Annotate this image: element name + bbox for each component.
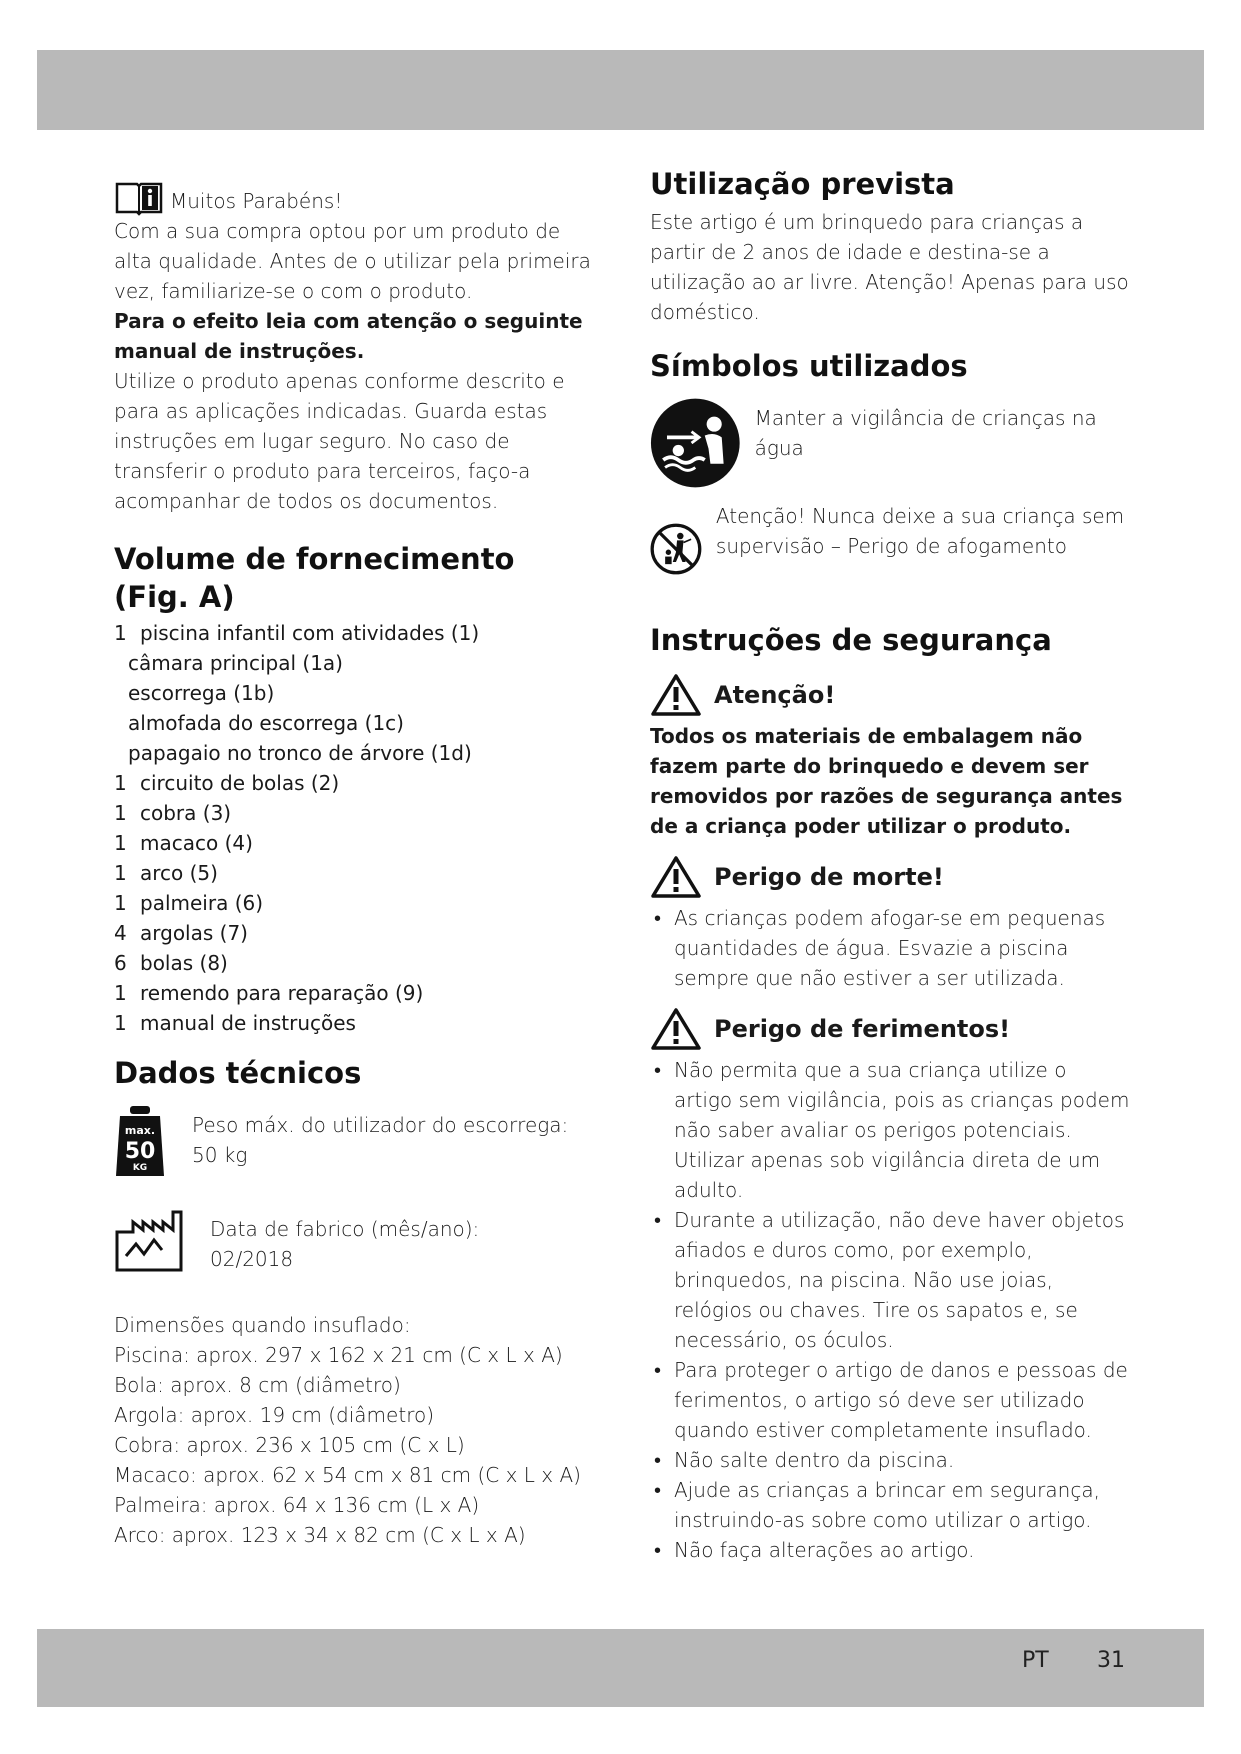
item-quantity: 1 bbox=[114, 801, 127, 825]
bullet-item: • As crianças podem afogar-se em pequenas quantidades de água. Esvazie a piscina sempre que não estiver a ser utilizada. bbox=[650, 903, 1130, 993]
list-item bbox=[114, 978, 594, 1008]
date-text bbox=[210, 1214, 479, 1274]
item-quantity: 1 bbox=[114, 891, 127, 915]
item-text: papagaio no tronco de árvore (1d) bbox=[128, 741, 472, 765]
bullet-item: • Não faça alterações ao artigo. bbox=[650, 1535, 1130, 1565]
bullet-item: • Não permita que a sua criança utilize o artigo sem vigilância, pois as crianças podem não saber avaliar os perigos potenciais. Utilizar apenas sob vigilância direta de um adulto. bbox=[650, 1055, 1130, 1205]
death-list bbox=[650, 903, 1130, 993]
list-item bbox=[114, 678, 594, 708]
item-text: câmara principal (1a) bbox=[128, 651, 343, 675]
dimension-line: Cobra: aprox. 236 x 105 cm (C x L) bbox=[114, 1433, 465, 1457]
list-item bbox=[114, 948, 594, 978]
no-unsupervised-child-icon bbox=[650, 501, 702, 597]
list-item bbox=[114, 768, 594, 798]
item-text: piscina infantil com atividades (1) bbox=[140, 621, 480, 645]
item-quantity: 4 bbox=[114, 921, 127, 945]
bullet-item: • Para proteger o artigo de danos e pessoas de ferimentos, o artigo só deve ser utilizado quando estiver completamente insuflado. bbox=[650, 1355, 1130, 1445]
attention-text: Todos os materiais de embalagem não fazem parte do brinquedo e devem ser removidos por razões de segurança antes de a criança poder utilizar o produto. bbox=[650, 724, 1123, 838]
manufacture-date-icon bbox=[114, 1208, 184, 1272]
item-quantity: 1 bbox=[114, 771, 127, 795]
item-text: circuito de bolas (2) bbox=[140, 771, 340, 795]
symbol-row-supervision bbox=[650, 395, 1130, 491]
dimension-line: Argola: aprox. 19 cm (diâmetro) bbox=[114, 1403, 435, 1427]
dimension-line: Piscina: aprox. 297 x 162 x 21 cm (C x L x A) bbox=[114, 1343, 563, 1367]
list-item bbox=[114, 618, 594, 648]
list-item bbox=[114, 708, 594, 738]
list-item bbox=[114, 828, 594, 858]
item-text: escorrega (1b) bbox=[128, 681, 275, 705]
intro-greeting: Muitos Parabéns! bbox=[170, 189, 343, 213]
attention-heading bbox=[650, 673, 1130, 717]
item-quantity: 1 bbox=[114, 981, 127, 1005]
volume-list bbox=[114, 618, 594, 1038]
safety-title: Instruções de segurança bbox=[650, 623, 1052, 657]
dimension-line: Macaco: aprox. 62 x 54 cm x 81 cm (C x L x A) bbox=[114, 1463, 581, 1487]
item-text: argolas (7) bbox=[140, 921, 248, 945]
death-title: Perigo de morte! bbox=[714, 863, 944, 891]
dims-list bbox=[114, 1340, 594, 1550]
item-text: arco (5) bbox=[140, 861, 218, 885]
weight-row bbox=[114, 1104, 594, 1180]
list-item bbox=[114, 888, 594, 918]
date-value: 02/2018 bbox=[210, 1247, 294, 1271]
item-quantity: 6 bbox=[114, 951, 127, 975]
use-title: Utilização prevista bbox=[650, 167, 955, 201]
left-column bbox=[114, 180, 594, 1550]
weight-value: 50 kg bbox=[192, 1143, 248, 1167]
date-row bbox=[114, 1208, 594, 1274]
footer-language: PT bbox=[1022, 1648, 1049, 1673]
svg-text:KG: KG bbox=[132, 1163, 148, 1173]
weight-label: Peso máx. do utilizador do escorrega: bbox=[192, 1113, 569, 1137]
item-text: remendo para reparação (9) bbox=[140, 981, 424, 1005]
header-band bbox=[37, 50, 1204, 130]
item-text: bolas (8) bbox=[140, 951, 228, 975]
symbols-title: Símbolos utilizados bbox=[650, 349, 968, 383]
intro-greeting-line bbox=[114, 180, 594, 216]
injury-list bbox=[650, 1055, 1130, 1565]
item-quantity: 1 bbox=[114, 621, 127, 645]
intro-bold-note: Para o efeito leia com atenção o seguinte manual de instruções. bbox=[114, 309, 583, 363]
svg-text:50: 50 bbox=[124, 1139, 156, 1164]
symbol-prohibition-text: Atenção! Nunca deixe a sua criança sem supervisão – Perigo de afogamento bbox=[715, 504, 1125, 558]
injury-heading bbox=[650, 1007, 1130, 1051]
list-item bbox=[114, 738, 594, 768]
volume-title: Volume de fornecimento (Fig. A) bbox=[114, 542, 515, 614]
child-supervision-water-icon bbox=[650, 395, 741, 491]
injury-title: Perigo de ferimentos! bbox=[714, 1015, 1011, 1043]
dims-label: Dimensões quando insuflado: bbox=[114, 1313, 411, 1337]
list-item bbox=[114, 858, 594, 888]
date-label: Data de fabrico (mês/ano): bbox=[210, 1217, 480, 1241]
warning-triangle-icon bbox=[650, 855, 702, 899]
warning-triangle-icon bbox=[650, 673, 702, 717]
max-weight-icon bbox=[114, 1104, 166, 1180]
item-text: almofada do escorrega (1c) bbox=[128, 711, 404, 735]
item-quantity: 1 bbox=[114, 1011, 127, 1035]
dimension-line: Bola: aprox. 8 cm (diâmetro) bbox=[114, 1373, 401, 1397]
item-quantity: 1 bbox=[114, 831, 127, 855]
bullet-item: • Ajude as crianças a brincar em segurança, instruindo-as sobre como utilizar o artigo. bbox=[650, 1475, 1130, 1535]
warning-triangle-icon bbox=[650, 1007, 702, 1051]
symbol-row-prohibition bbox=[650, 501, 1130, 597]
tech-title: Dados técnicos bbox=[114, 1056, 362, 1090]
right-column bbox=[650, 165, 1130, 1565]
list-item bbox=[114, 648, 594, 678]
bullet-item: • Não salte dentro da piscina. bbox=[650, 1445, 1130, 1475]
item-quantity: 1 bbox=[114, 861, 127, 885]
list-item bbox=[114, 918, 594, 948]
read-manual-icon bbox=[114, 180, 164, 216]
dimension-line: Arco: aprox. 123 x 34 x 82 cm (C x L x A) bbox=[114, 1523, 526, 1547]
list-item bbox=[114, 1008, 594, 1038]
item-text: manual de instruções bbox=[140, 1011, 356, 1035]
page-number: 31 bbox=[1097, 1648, 1125, 1673]
weight-text bbox=[192, 1110, 568, 1170]
intro-paragraph-1: Com a sua compra optou por um produto de alta qualidade. Antes de o utilizar pela primeira vez, familiarize-se o com o produto. bbox=[114, 219, 591, 303]
item-text: palmeira (6) bbox=[140, 891, 264, 915]
symbol-supervision-text: Manter a vigilância de crianças na água bbox=[754, 406, 1097, 460]
dimension-line: Palmeira: aprox. 64 x 136 cm (L x A) bbox=[114, 1493, 480, 1517]
svg-text:max.: max. bbox=[124, 1124, 156, 1137]
list-item bbox=[114, 798, 594, 828]
death-heading bbox=[650, 855, 1130, 899]
intro-paragraph-2: Utilize o produto apenas conforme descrito e para as aplicações indicadas. Guarda estas instruções em lugar seguro. No caso de transferir o produto para terceiros, faço-a acompanhar de todos os documentos. bbox=[114, 369, 565, 513]
use-text: Este artigo é um brinquedo para crianças a partir de 2 anos de idade e destina-se a utilização ao ar livre. Atenção! Apenas para uso doméstico. bbox=[650, 210, 1129, 324]
item-text: cobra (3) bbox=[140, 801, 232, 825]
bullet-item: • Durante a utilização, não deve haver objetos afiados e duros como, por exemplo, brinquedos, na piscina. Não use joias, relógios ou chaves. Tire os sapatos e, se necessário, os óculos. bbox=[650, 1205, 1130, 1355]
item-text: macaco (4) bbox=[140, 831, 253, 855]
attention-title: Atenção! bbox=[714, 681, 836, 709]
